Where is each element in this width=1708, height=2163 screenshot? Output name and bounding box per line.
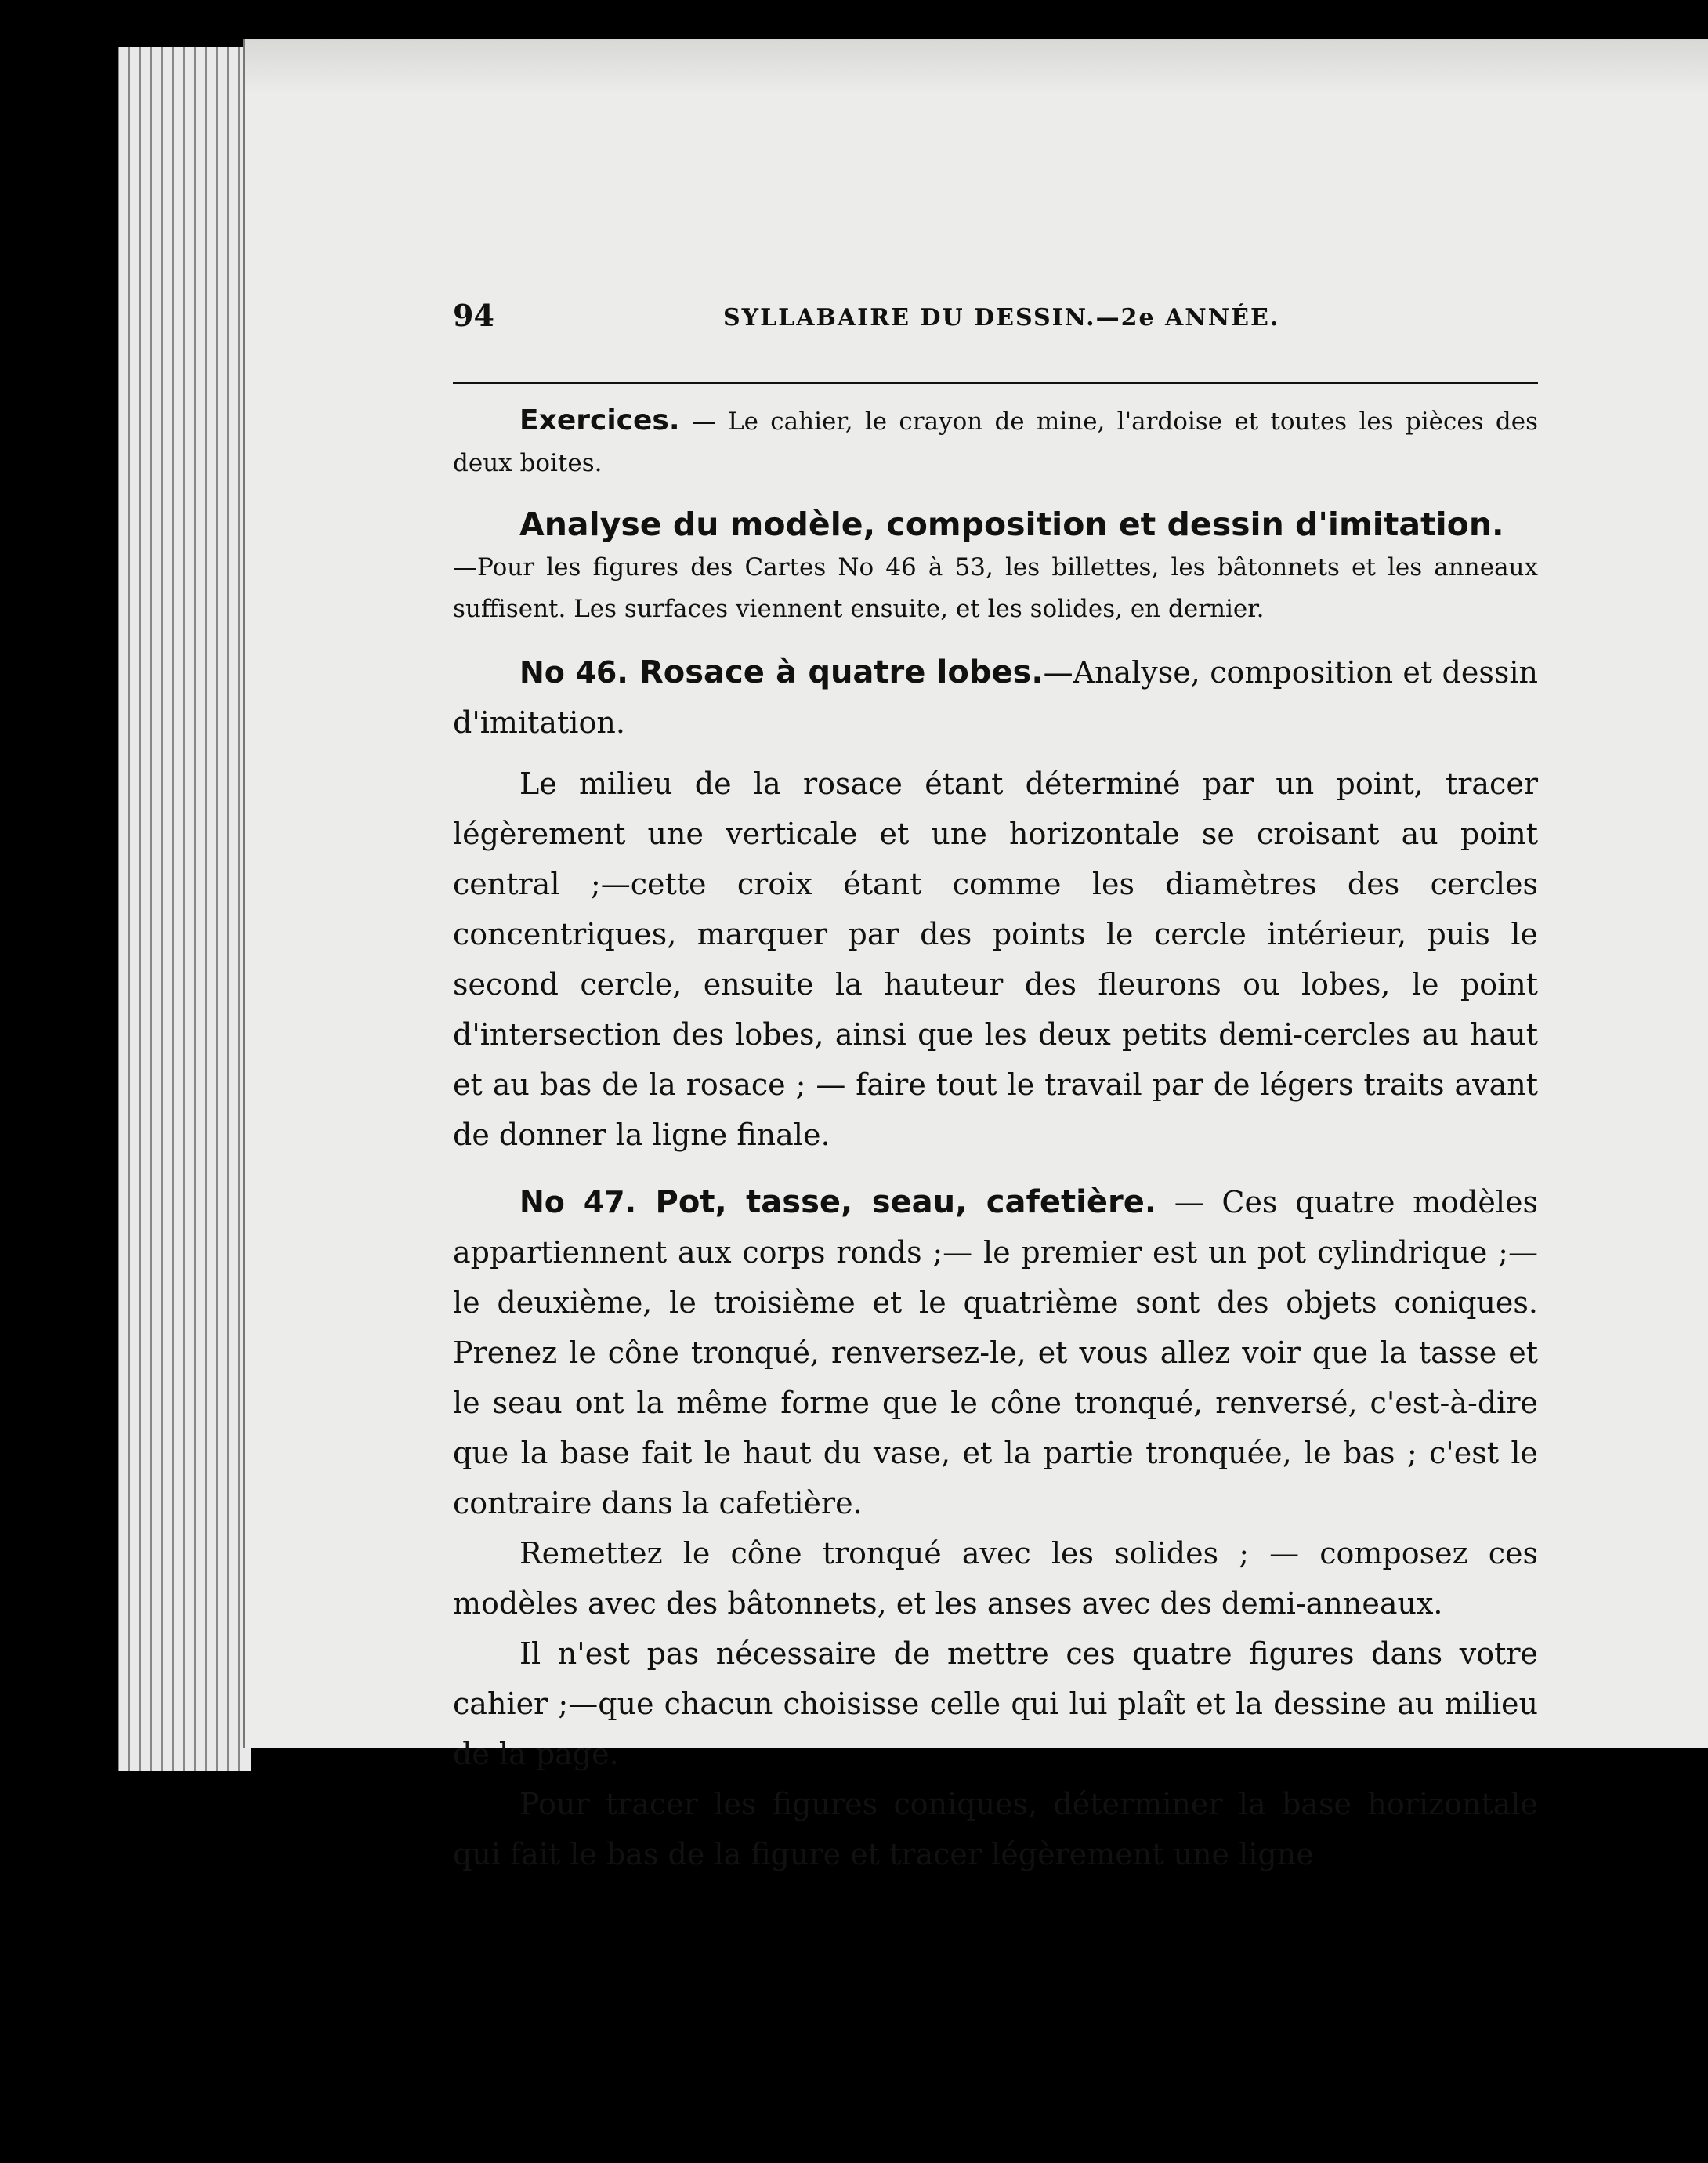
book-page — [243, 39, 1708, 1871]
header-rule — [453, 382, 1538, 384]
no47-para3: Il n'est pas nécessaire de mettre ces quatre figures dans votre cahier ;—que chacun choisisse celle qui lui plaît et la dessine au milieu de la page. — [453, 1636, 1538, 1771]
no46-number: No 46. — [519, 655, 628, 690]
no46-paragraph — [453, 647, 1538, 748]
no46-title: Rosace à quatre lobes. — [628, 654, 1044, 690]
no47-number: No 47. — [519, 1185, 637, 1219]
no46-para1: Le milieu de la rosace étant déterminé par un point, tracer légèrement une verticale et une horizontale se croisant au point central ;—cette croix étant comme les diamètres des cercles concentriques, marquer par des points le cercle intérieur, puis le second cercle, ensuite la hauteur des fleurons ou lobes, le point d'intersection des lobes, ainsi que les deux petits demi-cercles au haut et au bas de la rosace ; — faire tout le travail par de légers traits avant de donner la ligne finale. — [453, 766, 1538, 1152]
analyse-heading: Analyse du modèle, composition et dessin d'imitation. — [519, 505, 1504, 543]
no47-para2: Remettez le cône tronqué avec les solides ; — composez ces modèles avec des bâtonnets, et les anses avec des demi-anneaux. — [453, 1536, 1538, 1621]
running-head: SYLLABAIRE DU DESSIN.—2e ANNÉE. — [723, 304, 1280, 332]
no47-title: Pot, tasse, seau, cafetière. — [636, 1184, 1157, 1220]
book-page-edges — [118, 47, 259, 1771]
no47-text: — Ces quatre modèles appartiennent aux corps ronds ;— le premier est un pot cylindrique ;—le deuxième, le troisième et le quatrième sont des objets coniques. Prenez le cône tronqué, renversez-le, et vous allez voir que la tasse et le seau ont la même forme que le cône tronqué, renversé, c'est-à-dire que la base fait le haut du vase, et la partie tronquée, le bas ; c'est le contraire dans la cafetière. — [453, 1185, 1538, 1520]
exercices-label: Exercices. — [519, 404, 680, 437]
analyse-text: —Pour les figures des Cartes No 46 à 53, les billettes, les bâtonnets et les anneaux suffisent. Les surfaces viennent ensuite, et les solides, en dernier. — [453, 553, 1538, 623]
no47-paragraph — [453, 1177, 1538, 1528]
no47-para4: Pour tracer les figures coniques, déterminer la base horizontale qui fait le bas de la figure et tracer légèrement une ligne — [453, 1787, 1538, 1871]
no46-text: —Analyse, composition et dessin d'imitation. — [453, 655, 1538, 740]
page-top-shadow — [245, 39, 1708, 94]
page-number: 94 — [453, 298, 494, 333]
body-text — [453, 400, 1538, 1879]
exercices-text: — Le cahier, le crayon de mine, l'ardoise et toutes les pièces des deux boites. — [453, 408, 1538, 477]
exercices-paragraph — [453, 400, 1538, 484]
